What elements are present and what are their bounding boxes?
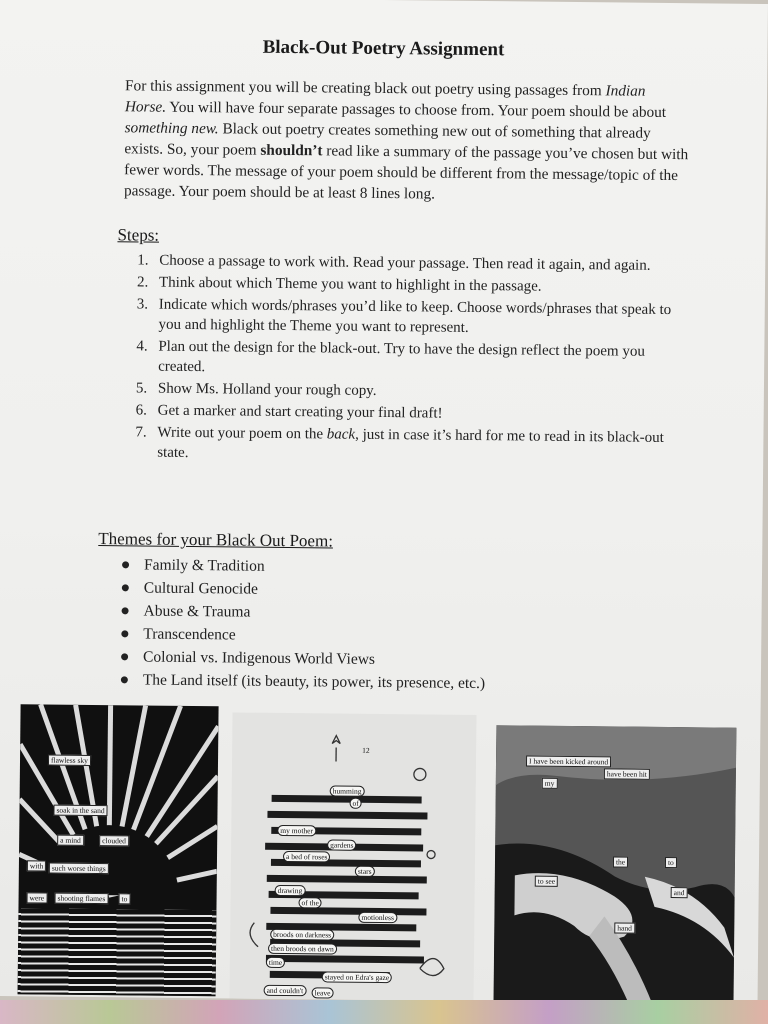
theme-item: Abuse & Trauma	[121, 599, 486, 626]
step-item: 6. Get a marker and start creating your final draft!	[135, 402, 443, 422]
steps-list	[135, 250, 677, 470]
step-item: 4. Plan out the design for the black-out. Try to have the design reflect the poem you created.	[136, 338, 645, 376]
themes-heading: Themes for your Black Out Poem:	[98, 529, 334, 551]
step-item: 1. Choose a passage to work with. Read your passage. Then read it again, and again.	[137, 252, 651, 274]
step-item: 3. Indicate which words/phrases you’d like to keep. Choose words/phrases that speak to you and highlight the Theme you want to represent.	[136, 296, 672, 336]
step-item: 2. Think about which Theme you want to highlight in the passage.	[136, 274, 542, 295]
bullet-icon	[122, 607, 129, 614]
bullet-icon	[121, 630, 128, 637]
example-blackout-flowers: 12 humming of my mother gardens a bed of roses stars drawing of the motionless broods on darkness then broods on dawn time stayed on Edra's gaze and couldn't leave	[229, 712, 476, 1004]
bullet-icon	[121, 676, 128, 683]
wave-stripes	[18, 908, 217, 996]
step-item: 7. Write out your poem on the back, just in case it’s hard for me to read in its black-out state.	[135, 424, 664, 461]
bullet-icon	[122, 584, 129, 591]
themes-list	[121, 553, 487, 695]
theme-item: Family & Tradition	[122, 553, 487, 580]
bullet-icon	[122, 561, 129, 568]
step-item: 5. Show Ms. Holland your rough copy.	[135, 380, 377, 399]
theme-item: Transcendence	[121, 622, 486, 649]
theme-item: Colonial vs. Indigenous World Views	[121, 645, 486, 672]
bullet-icon	[121, 653, 128, 660]
theme-item: The Land itself (its beauty, its power, its presence, etc.)	[121, 668, 486, 695]
steps-heading: Steps:	[117, 225, 160, 245]
theme-item: Cultural Genocide	[122, 576, 487, 603]
page-title: Black-Out Poetry Assignment	[262, 36, 505, 61]
example-blackout-hand: I have been kicked around have been hit my to see the to and hand	[493, 725, 736, 1004]
example-blackout-sunburst: flawless sky soak in the sand a mind clouded with such worse things shooting flames were to	[18, 704, 219, 996]
intro-paragraph: For this assignment you will be creating black out poetry using passages from Indian Horse. You will have four separate passages to choose from. Your poem should be about something new. Black out poetry creates something new out of something that already exists. So, your poem shouldn’t read like a summary of the passage you’ve chosen but with fewer words. The message of your poem should be different from the message/topic of the passage. Your poem should be at least 8 lines long.	[123, 77, 689, 203]
background-fabric	[0, 1000, 768, 1024]
